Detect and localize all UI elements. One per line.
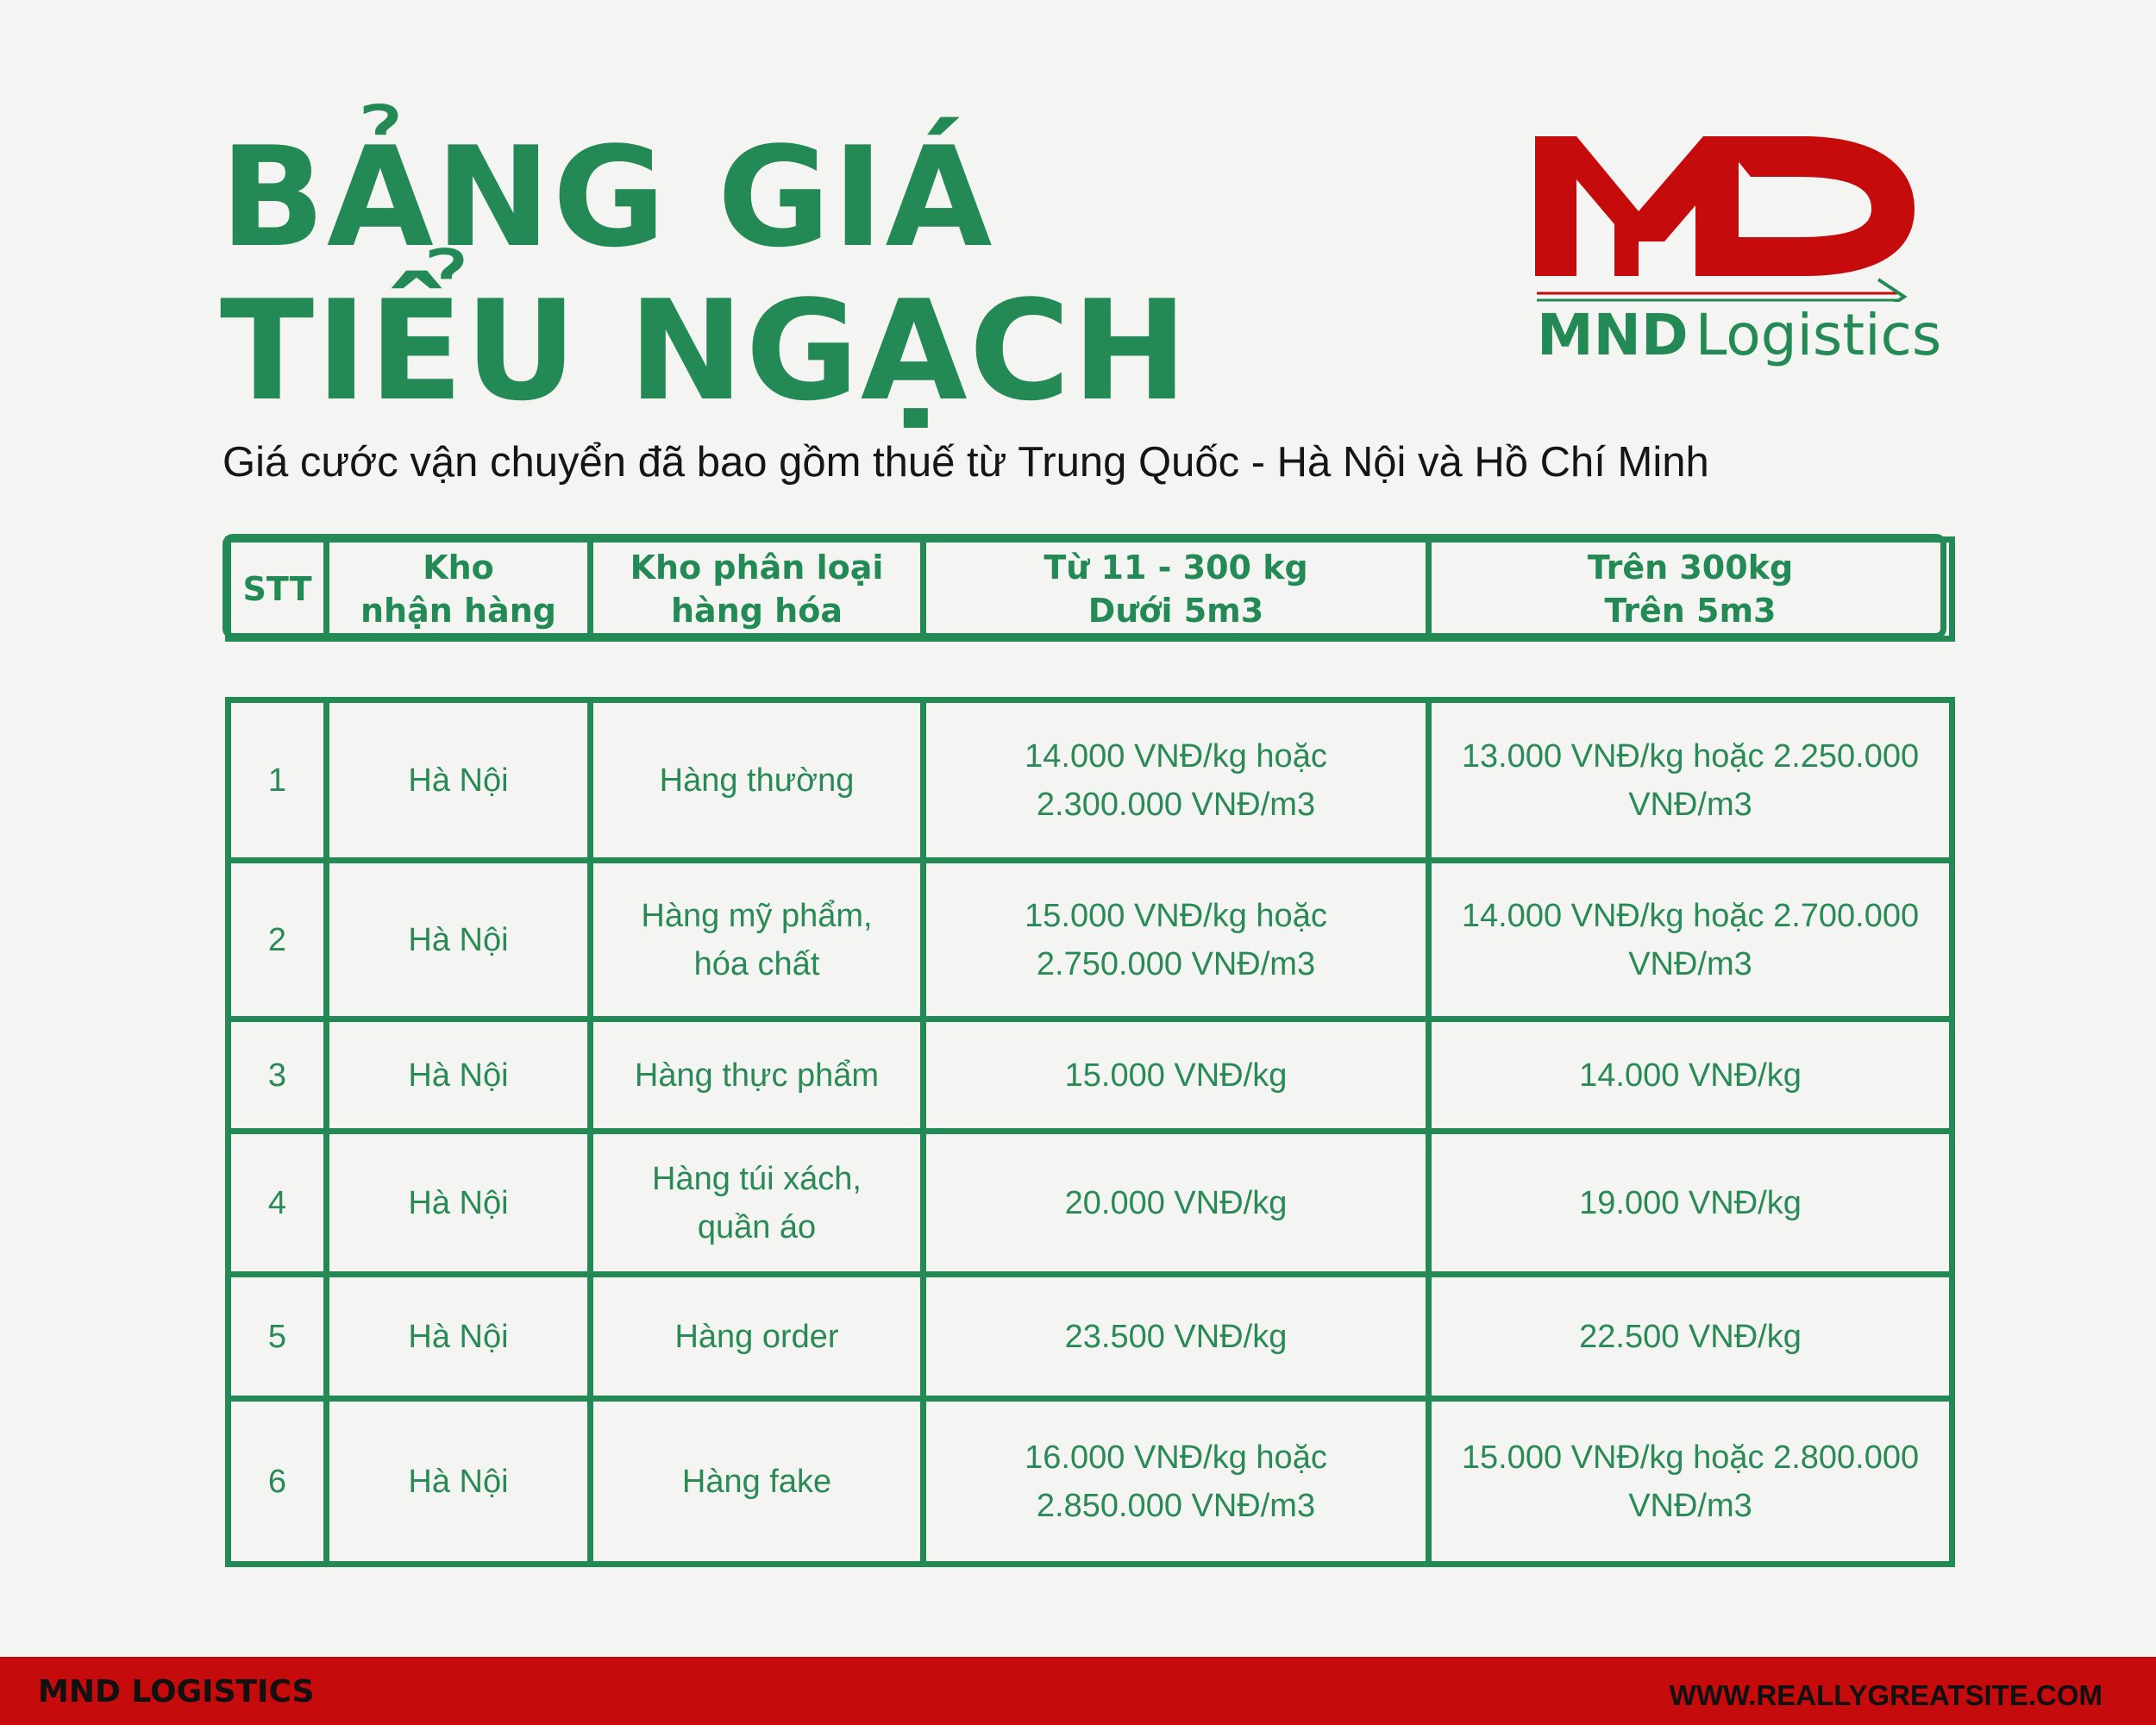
cell-tier1 xyxy=(924,700,1429,861)
cell-warehouse: Hà Nội xyxy=(327,1275,591,1399)
cell-tier1-line1: 15.000 VNĐ/kg xyxy=(1064,1057,1288,1094)
cell-stt: 6 xyxy=(229,1399,327,1565)
header-category xyxy=(591,540,924,639)
header-warehouse-line1: Kho xyxy=(423,549,494,586)
cell-stt: 4 xyxy=(229,1132,327,1275)
cell-tier1-line1: 14.000 VNĐ/kg hoặc xyxy=(1025,737,1327,775)
cell-tier2-line1: 22.500 VNĐ/kg xyxy=(1579,1318,1802,1355)
cell-tier1 xyxy=(924,1275,1429,1399)
footer-bar xyxy=(0,1657,2156,1725)
page-title xyxy=(220,116,1189,431)
cell-tier1-line1: 23.500 VNĐ/kg xyxy=(1064,1318,1288,1355)
header-tier2 xyxy=(1429,540,1952,639)
footer-brand: MND LOGISTICS xyxy=(38,1674,315,1709)
cell-tier2 xyxy=(1429,1019,1952,1132)
cell-tier1-line1: 16.000 VNĐ/kg hoặc xyxy=(1025,1439,1327,1476)
footer-website-link[interactable]: WWW.REALLYGREATSITE.COM xyxy=(1669,1679,2103,1711)
header-tier1 xyxy=(924,540,1429,639)
logo-wordmark xyxy=(1537,302,1941,368)
cell-category-line1: Hàng thực phẩm xyxy=(634,1057,880,1094)
header-warehouse xyxy=(327,540,591,639)
table-row xyxy=(229,1275,1952,1399)
cell-tier1 xyxy=(924,1019,1429,1132)
cell-warehouse: Hà Nội xyxy=(327,1132,591,1275)
cell-category-line2: quần áo xyxy=(697,1208,817,1245)
table-row xyxy=(229,1132,1952,1275)
cell-stt: 2 xyxy=(229,861,327,1019)
cell-tier2-line1: 19.000 VNĐ/kg xyxy=(1579,1184,1802,1221)
cell-category xyxy=(591,1132,924,1275)
cell-warehouse: Hà Nội xyxy=(327,1399,591,1565)
cell-category-line1: Hàng mỹ phẩm, xyxy=(641,897,873,934)
cell-tier2 xyxy=(1429,861,1952,1019)
cell-tier2-line2: VNĐ/m3 xyxy=(1628,786,1752,823)
cell-warehouse: Hà Nội xyxy=(327,700,591,861)
header-tier1-line2: Dưới 5m3 xyxy=(1087,592,1264,630)
table-row xyxy=(229,1399,1952,1565)
cell-category xyxy=(591,1019,924,1132)
table-row xyxy=(229,700,1952,861)
header-category-line1: Kho phân loại xyxy=(630,549,884,586)
cell-tier2-line2: VNĐ/m3 xyxy=(1628,1487,1752,1524)
cell-tier1 xyxy=(924,1399,1429,1565)
cell-tier2-line1: 14.000 VNĐ/kg xyxy=(1579,1057,1802,1094)
cell-category-line1: Hàng fake xyxy=(681,1463,832,1500)
mnd-logo xyxy=(1535,129,1942,380)
table-row xyxy=(229,1019,1952,1132)
header-tier2-line1: Trên 300kg xyxy=(1587,549,1794,586)
cell-tier2-line2: VNĐ/m3 xyxy=(1628,945,1752,982)
cell-stt: 3 xyxy=(229,1019,327,1132)
page-subtitle: Giá cước vận chuyển đã bao gồm thuế từ Trung Quốc - Hà Nội và Hồ Chí Minh xyxy=(222,439,1709,486)
cell-category-line1: Hàng thường xyxy=(659,762,855,799)
table-header xyxy=(225,536,1955,642)
cell-tier1-line2: 2.750.000 VNĐ/m3 xyxy=(1036,945,1316,982)
cell-tier1-line2: 2.850.000 VNĐ/m3 xyxy=(1036,1487,1316,1524)
md-logo-mark-icon xyxy=(1535,129,1923,302)
logo-brand-bold: MND xyxy=(1537,302,1689,368)
cell-tier2 xyxy=(1429,700,1952,861)
cell-tier1-line2: 2.300.000 VNĐ/m3 xyxy=(1036,786,1316,823)
cell-tier2-line1: 13.000 VNĐ/kg hoặc 2.250.000 xyxy=(1461,737,1920,775)
cell-tier2 xyxy=(1429,1132,1952,1275)
cell-stt: 5 xyxy=(229,1275,327,1399)
header-tier2-line2: Trên 5m3 xyxy=(1604,592,1777,630)
cell-tier1 xyxy=(924,1132,1429,1275)
table-row xyxy=(229,861,1952,1019)
cell-tier2-line1: 15.000 VNĐ/kg hoặc 2.800.000 xyxy=(1461,1439,1920,1476)
logo-brand-light: Logistics xyxy=(1695,302,1942,368)
cell-tier2 xyxy=(1429,1399,1952,1565)
cell-warehouse: Hà Nội xyxy=(327,1019,591,1132)
header-category-line2: hàng hóa xyxy=(671,592,843,630)
cell-warehouse: Hà Nội xyxy=(327,861,591,1019)
cell-category-line1: Hàng túi xách, xyxy=(652,1160,862,1197)
cell-category xyxy=(591,861,924,1019)
cell-tier1-line1: 20.000 VNĐ/kg xyxy=(1064,1184,1288,1221)
cell-category-line1: Hàng order xyxy=(674,1318,839,1355)
cell-category xyxy=(591,1399,924,1565)
header-warehouse-line2: nhận hàng xyxy=(360,592,556,630)
cell-category xyxy=(591,700,924,861)
header-stt: STT xyxy=(229,540,327,639)
cell-tier1-line1: 15.000 VNĐ/kg hoặc xyxy=(1025,897,1327,934)
cell-tier2 xyxy=(1429,1275,1952,1399)
cell-tier2-line1: 14.000 VNĐ/kg hoặc 2.700.000 xyxy=(1461,897,1920,934)
cell-tier1 xyxy=(924,861,1429,1019)
header-row xyxy=(229,540,1952,639)
title-line-2: TIỂU NGẠCH xyxy=(220,270,1189,431)
cell-category-line2: hóa chất xyxy=(693,945,820,982)
cell-category xyxy=(591,1275,924,1399)
title-line-1: BẢNG GIÁ xyxy=(220,116,994,278)
header-tier1-line1: Từ 11 - 300 kg xyxy=(1044,549,1308,586)
price-table xyxy=(225,697,1955,1567)
cell-stt: 1 xyxy=(229,700,327,861)
